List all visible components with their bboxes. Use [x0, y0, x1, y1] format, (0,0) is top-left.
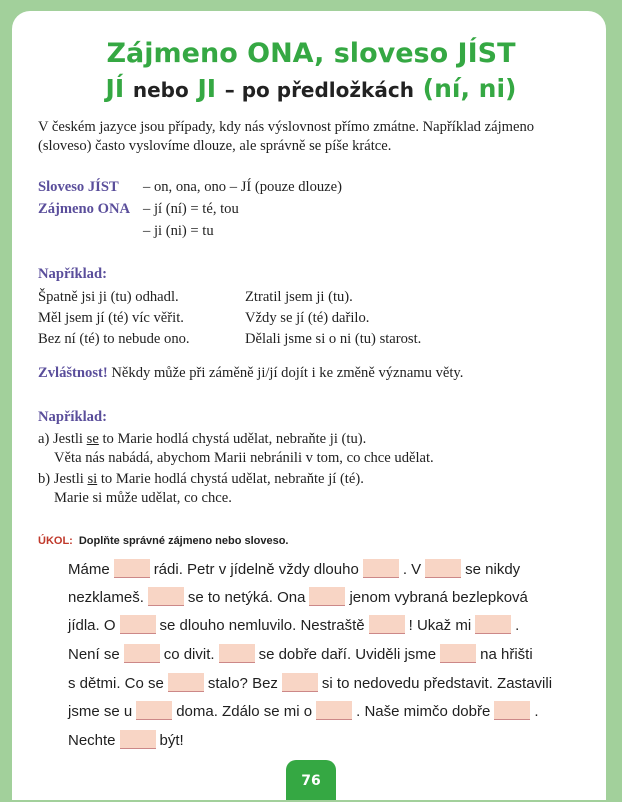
ex-text: se to netýká. Ona [187, 589, 306, 606]
answer-blank[interactable] [475, 615, 511, 634]
intro-line-1: V českém jazyce jsou případy, kdy nás výslovnost přímo zmátne. Například zájmeno [38, 119, 535, 135]
ex-text: jsme se u [68, 703, 133, 720]
title-nebo: nebo [132, 78, 189, 102]
exercise-line-2 [68, 587, 528, 608]
answer-blank[interactable] [168, 673, 204, 692]
example-a-underlined: se [86, 431, 99, 447]
special-note [38, 363, 463, 383]
page-number: 76 [286, 760, 336, 800]
ex-text: se dobře daří. Uviděli jsme [258, 646, 437, 663]
example-heading-1: Například: [38, 266, 107, 282]
exercise-line-7 [68, 730, 184, 751]
example-b-explain: Marie si může udělat, co chce. [54, 490, 232, 506]
ex-text: s dětmi. Co se [68, 675, 164, 692]
intro-line-2: (sloveso) často vyslovíme dlouze, ale správně se píše krátce. [38, 138, 392, 154]
ex-text: . [534, 703, 539, 720]
pronoun-label: Zájmeno ONA [38, 201, 131, 217]
ex-text: nezklameš. [68, 589, 144, 606]
example-b [38, 469, 364, 489]
exercise-line-4 [68, 644, 533, 665]
task-instruction [38, 535, 289, 547]
answer-blank[interactable] [425, 559, 461, 578]
answer-blank[interactable] [219, 644, 255, 663]
answer-blank[interactable] [124, 644, 160, 663]
exercise-line-1 [68, 559, 520, 580]
answer-blank[interactable] [363, 559, 399, 578]
exercise-line-3 [68, 615, 519, 636]
answer-blank[interactable] [316, 701, 352, 720]
answer-blank[interactable] [114, 559, 150, 578]
example-b-underlined: si [87, 471, 98, 487]
title-po-predlozkach: – po předložkách [224, 78, 414, 102]
ex-text: doma. Zdálo se mi o [176, 703, 313, 720]
answer-blank[interactable] [136, 701, 172, 720]
ex-text: se nikdy [465, 561, 521, 578]
ex-text: stalo? Bez [207, 675, 278, 692]
example-right-2: Vždy se jí (té) dařilo. [245, 310, 370, 326]
title-ji-short: JI [197, 74, 217, 103]
ex-text: Nechte [68, 732, 116, 749]
example-a-pre: a) Jestli [38, 431, 87, 447]
ex-text: Není se [68, 646, 120, 663]
ex-text: si to nedovedu představit. Zastavili [321, 675, 553, 692]
verb-text: – on, ona, ono – JÍ (pouze dlouze) [143, 179, 342, 195]
answer-blank[interactable] [309, 587, 345, 606]
example-a-post: to Marie hodlá chystá udělat, nebraňte ji (tu). [98, 431, 367, 447]
exercise-line-6 [68, 701, 539, 722]
example-b-post: to Marie hodlá chystá udělat, nebraňte jí (té). [97, 471, 364, 487]
example-left-3: Bez ní (té) to nebude ono. [38, 331, 190, 347]
answer-blank[interactable] [369, 615, 405, 634]
answer-blank[interactable] [120, 615, 156, 634]
special-text: Někdy může při záměně ji/jí dojít i ke změně významu věty. [111, 365, 464, 381]
example-right-3: Dělali jsme si o ni (tu) starost. [245, 331, 422, 347]
example-heading-2: Například: [38, 409, 107, 425]
example-left-1: Špatně jsi ji (tu) odhadl. [38, 289, 179, 305]
pronoun-text-2: – ji (ni) = tu [143, 223, 214, 239]
title-ji-long: JÍ [105, 74, 125, 103]
example-b-pre: b) Jestli [38, 471, 88, 487]
ex-text: . [515, 617, 520, 634]
example-a [38, 429, 366, 449]
ex-text: jenom vybraná bezlepková [349, 589, 528, 606]
exercise-line-5 [68, 673, 552, 694]
pronoun-text-1: – jí (ní) = té, tou [143, 201, 239, 217]
ex-text: na hřišti [480, 646, 533, 663]
ex-text: . Naše mimčo dobře [356, 703, 491, 720]
task-text: Doplňte správné zájmeno nebo sloveso. [78, 535, 289, 547]
answer-blank[interactable] [148, 587, 184, 606]
ex-text: být! [159, 732, 184, 749]
ex-text: jídla. O [68, 617, 116, 634]
verb-label: Sloveso JÍST [38, 179, 119, 195]
special-label: Zvláštnost! [38, 365, 108, 381]
answer-blank[interactable] [282, 673, 318, 692]
example-right-1: Ztratil jsem ji (tu). [245, 289, 353, 305]
ex-text: rádi. Petr v jídelně vždy dlouho [153, 561, 359, 578]
ex-text: Máme [68, 561, 110, 578]
task-tag: ÚKOL: [38, 535, 73, 547]
title-line-2 [0, 74, 622, 103]
title-line-1: Zájmeno ONA, sloveso JÍST [106, 38, 516, 69]
ex-text: ! Ukaž mi [408, 617, 472, 634]
title-ni: (ní, ni) [422, 74, 517, 103]
answer-blank[interactable] [440, 644, 476, 663]
ex-text: co divit. [163, 646, 215, 663]
example-left-2: Měl jsem jí (té) víc věřit. [38, 310, 184, 326]
answer-blank[interactable] [494, 701, 530, 720]
example-a-explain: Věta nás nabádá, abychom Marii nebránili v tom, co chce udělat. [54, 450, 434, 466]
answer-blank[interactable] [120, 730, 156, 749]
ex-text: . V [402, 561, 422, 578]
ex-text: se dlouho nemluvilo. Nestraště [159, 617, 365, 634]
